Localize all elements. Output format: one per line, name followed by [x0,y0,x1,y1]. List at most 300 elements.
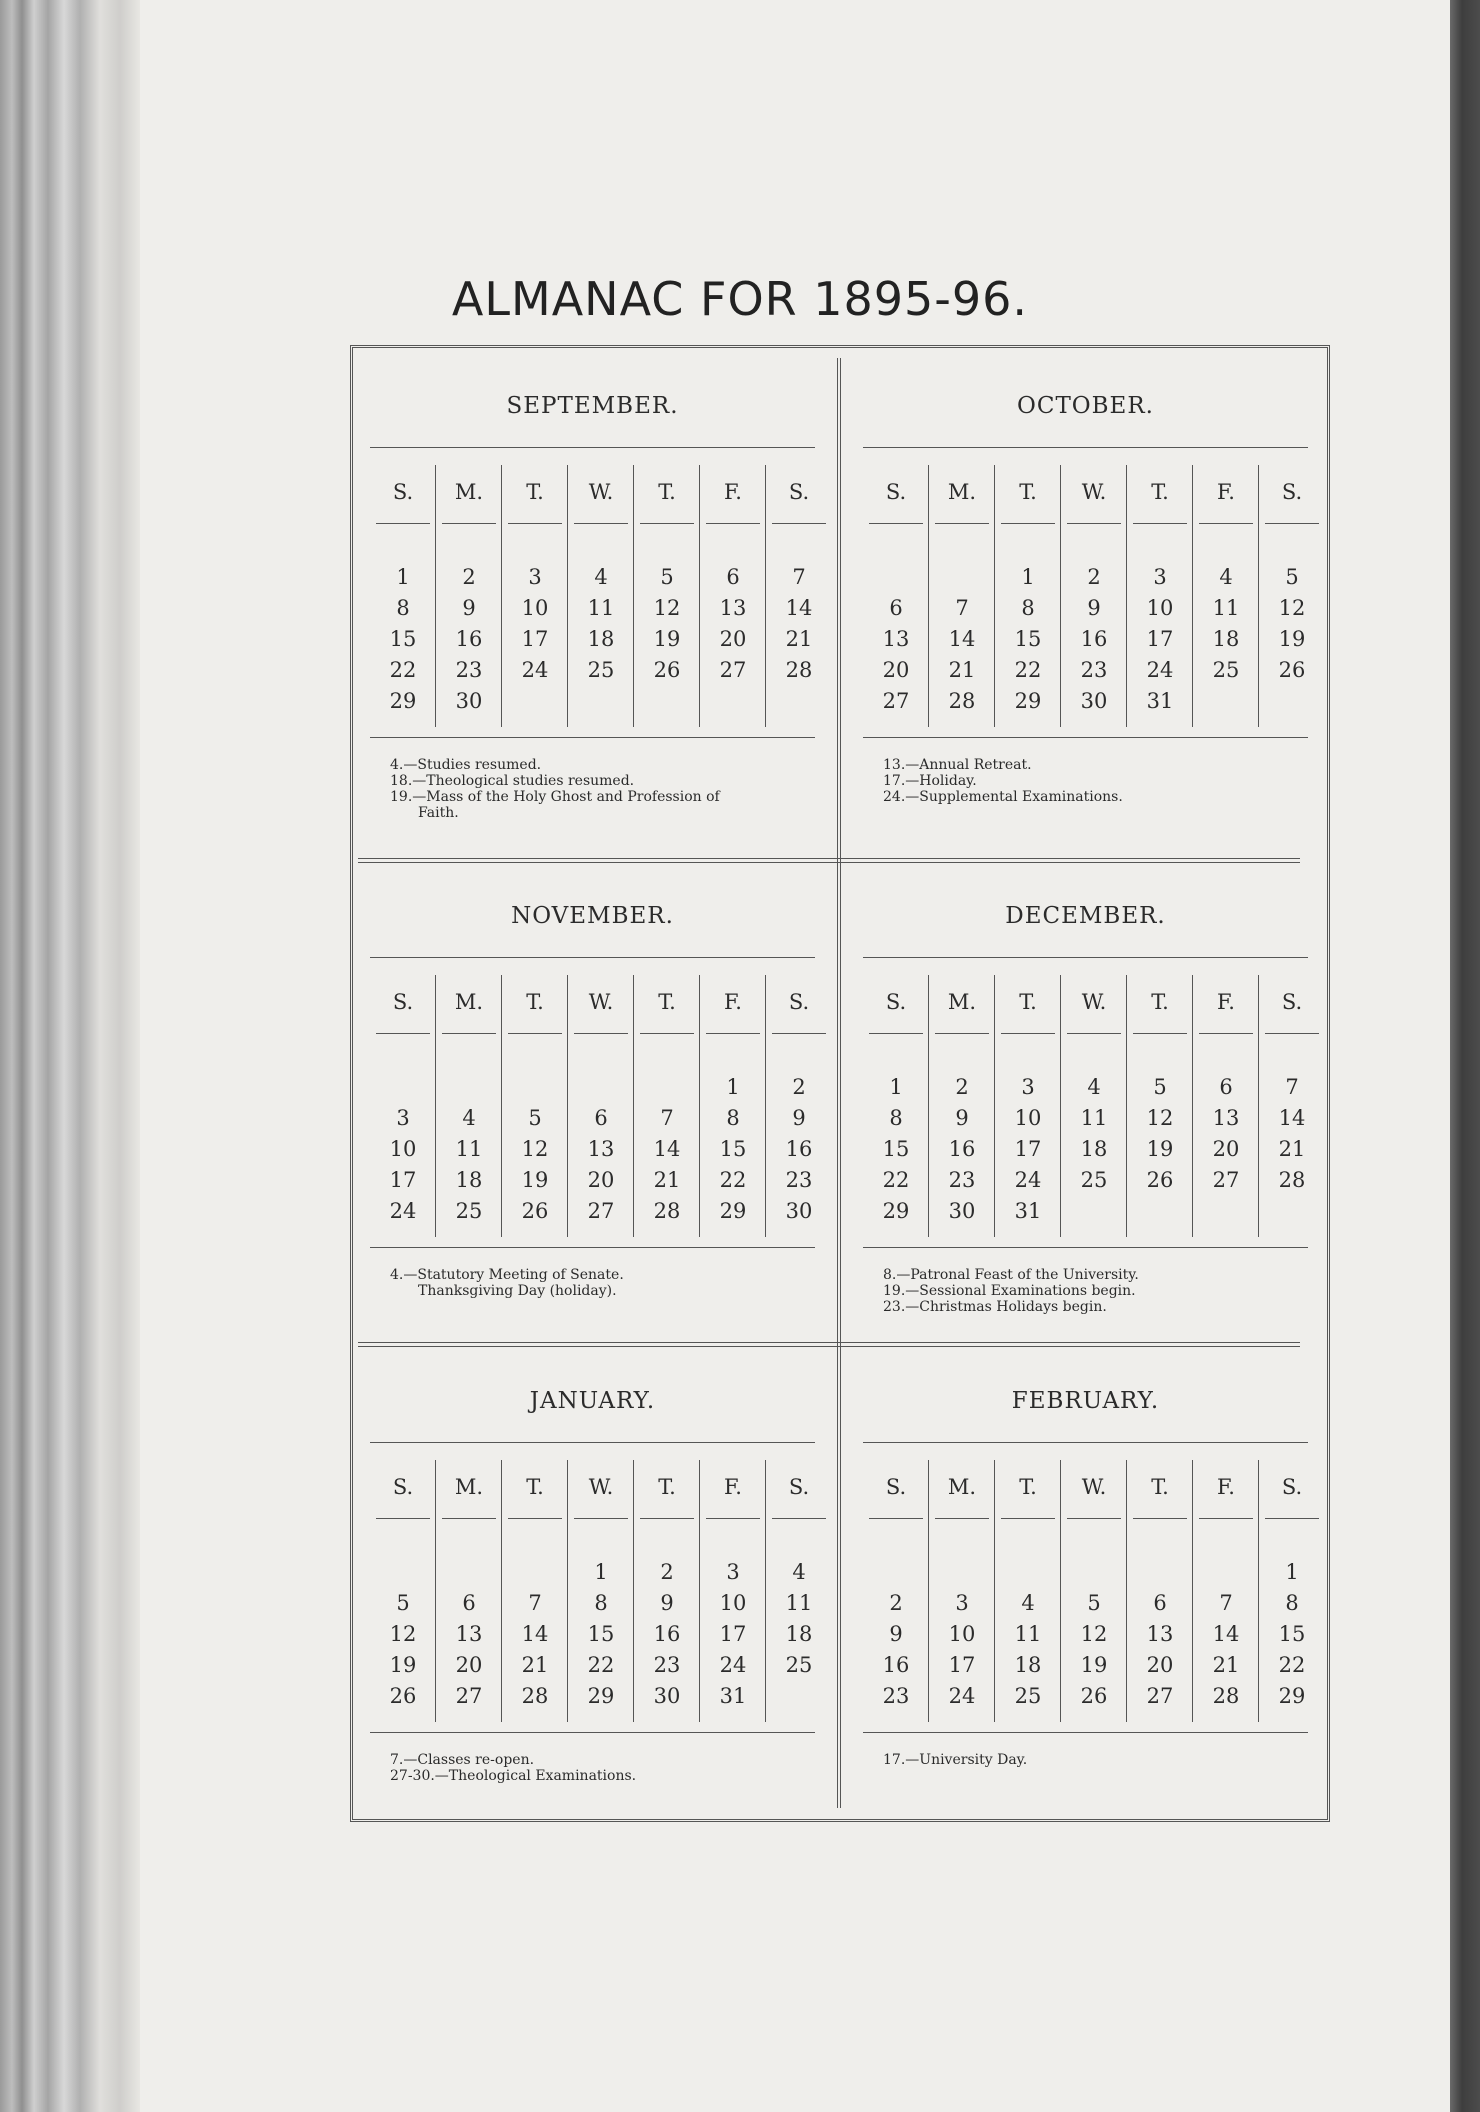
weekday-header: S. [1281,480,1303,504]
day-cell [568,686,634,716]
day-cell [1259,1196,1325,1226]
weekday-underline [1001,523,1055,524]
day-cell: 21 [948,658,976,682]
weekday-underline [706,1033,760,1034]
day-cell [502,686,568,716]
weekday-header: T. [1151,480,1169,504]
note-line: 24.—Supplemental Examinations. [883,789,1123,805]
day-cell: 21 [653,1168,681,1192]
weekday-column [1193,1460,1259,1722]
day-cell: 2 [889,1591,903,1615]
day-cell [568,1072,634,1102]
day-cell: 26 [1080,1684,1108,1708]
weekday-column [700,465,766,727]
weekday-underline [869,1518,923,1519]
day-cell: 17 [948,1653,976,1677]
weekday-header: F. [1217,1475,1235,1499]
day-cell: 6 [726,565,740,589]
notes-rule [863,1247,1308,1248]
weekday-underline [640,523,694,524]
weekday-header: F. [1217,990,1235,1014]
weekday-underline [935,1033,989,1034]
day-cell: 3 [955,1591,969,1615]
day-cell: 1 [726,1075,740,1099]
month-name: SEPTEMBER. [506,393,679,419]
day-cell [863,1557,929,1587]
month-notes [390,757,820,821]
day-cell: 30 [455,689,483,713]
day-cell: 11 [785,1591,813,1615]
day-cell: 13 [1146,1622,1174,1646]
day-cell: 10 [719,1591,747,1615]
day-cell: 17 [1014,1137,1042,1161]
weekday-underline [772,1033,826,1034]
weekday-underline [574,523,628,524]
day-cell: 10 [948,1622,976,1646]
day-cell: 5 [528,1106,542,1130]
weekday-underline [376,1033,430,1034]
day-cell: 14 [1212,1622,1240,1646]
weekday-header: S. [885,990,907,1014]
weekday-column [1259,975,1325,1237]
day-cell: 11 [1212,596,1240,620]
weekday-column [1193,465,1259,727]
weekday-underline [1265,1033,1319,1034]
day-cell: 9 [955,1106,969,1130]
day-cell: 13 [719,596,747,620]
weekday-underline [508,523,562,524]
day-cell: 11 [1080,1106,1108,1130]
day-cell: 28 [1278,1168,1306,1192]
weekday-column [995,1460,1061,1722]
header-rule [370,957,815,958]
notes-rule [370,1732,815,1733]
day-cell: 16 [948,1137,976,1161]
weekday-column [436,1460,502,1722]
weekday-column [863,1460,929,1722]
day-cell: 25 [1212,658,1240,682]
weekday-header: W. [1081,480,1107,504]
weekday-underline [640,1033,694,1034]
day-cell: 18 [1212,627,1240,651]
day-cell: 27 [1146,1684,1174,1708]
weekday-header: F. [724,990,742,1014]
weekday-header: S. [885,1475,907,1499]
weekday-underline [508,1033,562,1034]
day-cell: 18 [455,1168,483,1192]
weekday-column [995,465,1061,727]
day-cell: 29 [587,1684,615,1708]
weekday-underline [1067,1033,1121,1034]
weekday-column [863,975,929,1237]
weekday-underline [1265,1518,1319,1519]
day-cell: 16 [882,1653,910,1677]
day-cell [370,1557,436,1587]
weekday-header: T. [1019,990,1037,1014]
weekday-column [1193,975,1259,1237]
weekday-underline [376,523,430,524]
day-cell: 9 [660,1591,674,1615]
weekday-underline [574,1033,628,1034]
day-cell: 18 [1080,1137,1108,1161]
day-cell [1127,1196,1193,1226]
day-cell: 22 [389,658,417,682]
month-name: NOVEMBER. [511,903,674,929]
weekday-header: W. [1081,1475,1107,1499]
note-line: 18.—Theological studies resumed. [390,773,635,789]
day-cell: 28 [521,1684,549,1708]
weekday-header: S. [788,1475,810,1499]
weekday-header: T. [1019,480,1037,504]
note-line: 4.—Statutory Meeting of Senate. [390,1267,624,1283]
day-cell: 17 [719,1622,747,1646]
day-cell: 12 [521,1137,549,1161]
day-cell [634,686,700,716]
day-cell: 21 [521,1653,549,1677]
note-line: Thanksgiving Day (holiday). [418,1283,617,1299]
weekday-header: F. [1217,480,1235,504]
day-cell: 1 [889,1075,903,1099]
day-cell: 16 [1080,627,1108,651]
day-cell: 7 [1285,1075,1299,1099]
notes-rule [370,1247,815,1248]
day-cell [766,1681,832,1711]
weekday-header: T. [1151,990,1169,1014]
day-cell [634,1072,700,1102]
day-cell: 12 [653,596,681,620]
weekday-underline [935,1518,989,1519]
weekday-header: W. [588,1475,614,1499]
day-cell: 13 [587,1137,615,1161]
day-cell: 19 [653,627,681,651]
weekday-header: M. [947,1475,977,1499]
day-cell: 4 [462,1106,476,1130]
weekday-column [634,1460,700,1722]
day-cell: 29 [882,1199,910,1223]
note-line: 27-30.—Theological Examinations. [390,1768,637,1784]
day-grid [863,1460,1325,1722]
day-cell: 15 [1278,1622,1306,1646]
day-cell: 8 [594,1591,608,1615]
day-cell: 10 [1014,1106,1042,1130]
day-cell: 3 [1153,565,1167,589]
day-cell [700,686,766,716]
day-cell: 12 [1146,1106,1174,1130]
weekday-header: S. [392,990,414,1014]
day-cell: 11 [1014,1622,1042,1646]
day-grid [370,1460,832,1722]
weekday-header: S. [1281,1475,1303,1499]
day-cell: 2 [660,1560,674,1584]
weekday-column [436,465,502,727]
day-cell: 15 [1014,627,1042,651]
day-cell: 6 [889,596,903,620]
day-cell: 24 [1146,658,1174,682]
month-november [355,865,830,1345]
month-name: FEBRUARY. [1011,1388,1160,1414]
day-cell: 13 [455,1622,483,1646]
day-cell: 22 [882,1168,910,1192]
note-line: 23.—Christmas Holidays begin. [883,1299,1107,1315]
header-rule [863,447,1308,448]
weekday-header: S. [885,480,907,504]
day-cell: 28 [948,689,976,713]
weekday-underline [1133,523,1187,524]
weekday-header: M. [947,480,977,504]
month-september [355,355,830,835]
weekday-column [1061,975,1127,1237]
day-cell: 30 [653,1684,681,1708]
page-title: ALMANAC FOR 1895-96. [451,272,1029,326]
day-cell: 10 [521,596,549,620]
day-cell: 18 [1014,1653,1042,1677]
day-cell: 12 [1080,1622,1108,1646]
weekday-column [863,465,929,727]
weekday-underline [1001,1033,1055,1034]
weekday-header: S. [788,990,810,1014]
weekday-column [502,465,568,727]
weekday-underline [574,1518,628,1519]
weekday-header: M. [454,1475,484,1499]
day-cell: 13 [882,627,910,651]
weekday-underline [1001,1518,1055,1519]
day-cell [1061,1196,1127,1226]
day-cell: 11 [587,596,615,620]
day-cell: 19 [389,1653,417,1677]
weekday-header: W. [588,990,614,1014]
day-cell: 8 [889,1106,903,1130]
day-cell: 14 [653,1137,681,1161]
weekday-column [370,975,436,1237]
weekday-header: S. [392,480,414,504]
day-cell: 3 [726,1560,740,1584]
weekday-column [1259,465,1325,727]
day-cell: 27 [882,689,910,713]
day-cell: 10 [1146,596,1174,620]
weekday-column [766,465,832,727]
weekday-underline [1199,523,1253,524]
day-cell: 20 [1146,1653,1174,1677]
month-notes [883,1752,1313,1768]
day-cell: 2 [792,1075,806,1099]
day-cell: 5 [396,1591,410,1615]
month-notes [390,1752,820,1784]
weekday-underline [1265,523,1319,524]
weekday-column [634,465,700,727]
month-notes [883,757,1313,805]
day-cell: 1 [1285,1560,1299,1584]
weekday-column [370,1460,436,1722]
day-cell: 4 [1219,565,1233,589]
day-cell: 2 [462,565,476,589]
month-february [848,1350,1323,1830]
day-cell: 26 [389,1684,417,1708]
day-cell: 23 [455,658,483,682]
weekday-column [568,465,634,727]
day-cell: 24 [389,1199,417,1223]
day-cell: 7 [792,565,806,589]
weekday-column [568,1460,634,1722]
day-cell [436,1557,502,1587]
weekday-column [1061,465,1127,727]
day-cell: 17 [521,627,549,651]
weekday-column [1259,1460,1325,1722]
day-cell: 6 [1219,1075,1233,1099]
day-cell: 15 [389,627,417,651]
day-grid [370,975,832,1237]
day-cell: 23 [1080,658,1108,682]
day-cell: 20 [455,1653,483,1677]
day-cell: 8 [1285,1591,1299,1615]
day-cell: 14 [785,596,813,620]
weekday-column [370,465,436,727]
weekday-header: F. [724,480,742,504]
weekday-column [1127,975,1193,1237]
day-cell: 27 [1212,1168,1240,1192]
weekday-underline [1199,1518,1253,1519]
day-cell: 27 [455,1684,483,1708]
weekday-underline [1133,1033,1187,1034]
day-cell: 1 [1021,565,1035,589]
day-cell: 20 [1212,1137,1240,1161]
day-cell: 17 [1146,627,1174,651]
day-cell [863,562,929,592]
weekday-column [568,975,634,1237]
weekday-header: S. [1281,990,1303,1014]
header-rule [370,447,815,448]
day-cell: 22 [587,1653,615,1677]
weekday-column [766,1460,832,1722]
day-cell: 6 [462,1591,476,1615]
day-cell: 8 [726,1106,740,1130]
day-grid [863,975,1325,1237]
day-cell [1193,1196,1259,1226]
day-cell [1193,686,1259,716]
weekday-column [766,975,832,1237]
day-cell: 8 [396,596,410,620]
day-cell: 4 [1021,1591,1035,1615]
day-cell: 24 [521,658,549,682]
day-cell: 16 [785,1137,813,1161]
day-cell: 18 [587,627,615,651]
day-cell: 28 [1212,1684,1240,1708]
weekday-header: T. [658,990,676,1014]
day-cell: 27 [587,1199,615,1223]
day-cell: 4 [594,565,608,589]
day-cell: 5 [660,565,674,589]
day-cell: 4 [792,1560,806,1584]
day-cell: 29 [389,689,417,713]
weekday-column [929,465,995,727]
weekday-header: S. [392,1475,414,1499]
weekday-header: W. [1081,990,1107,1014]
day-cell: 14 [521,1622,549,1646]
weekday-column [1127,465,1193,727]
weekday-underline [376,1518,430,1519]
day-cell: 12 [1278,596,1306,620]
day-cell: 22 [1278,1653,1306,1677]
weekday-header: T. [1151,1475,1169,1499]
day-cell: 23 [882,1684,910,1708]
day-cell: 30 [1080,689,1108,713]
day-cell: 22 [1014,658,1042,682]
day-cell: 6 [594,1106,608,1130]
day-cell: 16 [653,1622,681,1646]
weekday-column [929,1460,995,1722]
weekday-header: T. [658,480,676,504]
notes-rule [370,737,815,738]
day-cell: 14 [1278,1106,1306,1130]
day-cell: 7 [528,1591,542,1615]
notes-rule [863,737,1308,738]
day-cell: 31 [719,1684,747,1708]
day-cell [502,1072,568,1102]
day-cell: 26 [1278,658,1306,682]
note-line: 17.—University Day. [883,1752,1028,1768]
day-cell: 20 [882,658,910,682]
day-cell: 24 [1014,1168,1042,1192]
weekday-underline [442,1518,496,1519]
day-cell [766,686,832,716]
weekday-underline [706,523,760,524]
month-january [355,1350,830,1830]
weekday-header: T. [526,1475,544,1499]
day-cell: 23 [948,1168,976,1192]
note-line: 4.—Studies resumed. [390,757,542,773]
day-cell: 19 [1278,627,1306,651]
weekday-header: M. [947,990,977,1014]
note-line: 8.—Patronal Feast of the University. [883,1267,1139,1283]
day-cell: 23 [785,1168,813,1192]
day-cell: 4 [1087,1075,1101,1099]
column-divider [837,358,841,1808]
day-cell [502,1557,568,1587]
day-cell: 9 [1087,596,1101,620]
month-notes [883,1267,1313,1315]
day-cell: 30 [785,1199,813,1223]
day-cell: 25 [455,1199,483,1223]
header-rule [863,1442,1308,1443]
day-cell: 28 [785,658,813,682]
weekday-header: M. [454,990,484,1014]
header-rule [863,957,1308,958]
month-name: DECEMBER. [1005,903,1166,929]
day-cell: 17 [389,1168,417,1192]
weekday-header: T. [526,990,544,1014]
day-cell: 30 [948,1199,976,1223]
weekday-underline [508,1518,562,1519]
day-cell: 9 [889,1622,903,1646]
day-cell [1193,1557,1259,1587]
note-line: 19.—Mass of the Holy Ghost and Profession of [390,789,720,805]
day-cell: 23 [653,1653,681,1677]
day-cell: 3 [396,1106,410,1130]
weekday-underline [442,1033,496,1034]
weekday-header: T. [1019,1475,1037,1499]
weekday-underline [869,523,923,524]
month-notes [390,1267,820,1299]
weekday-column [634,975,700,1237]
day-cell: 5 [1153,1075,1167,1099]
day-cell: 20 [719,627,747,651]
weekday-header: T. [526,480,544,504]
day-cell: 10 [389,1137,417,1161]
note-line: 7.—Classes re-open. [390,1752,535,1768]
day-cell: 26 [1146,1168,1174,1192]
weekday-underline [935,523,989,524]
weekday-header: T. [658,1475,676,1499]
day-cell: 15 [587,1622,615,1646]
